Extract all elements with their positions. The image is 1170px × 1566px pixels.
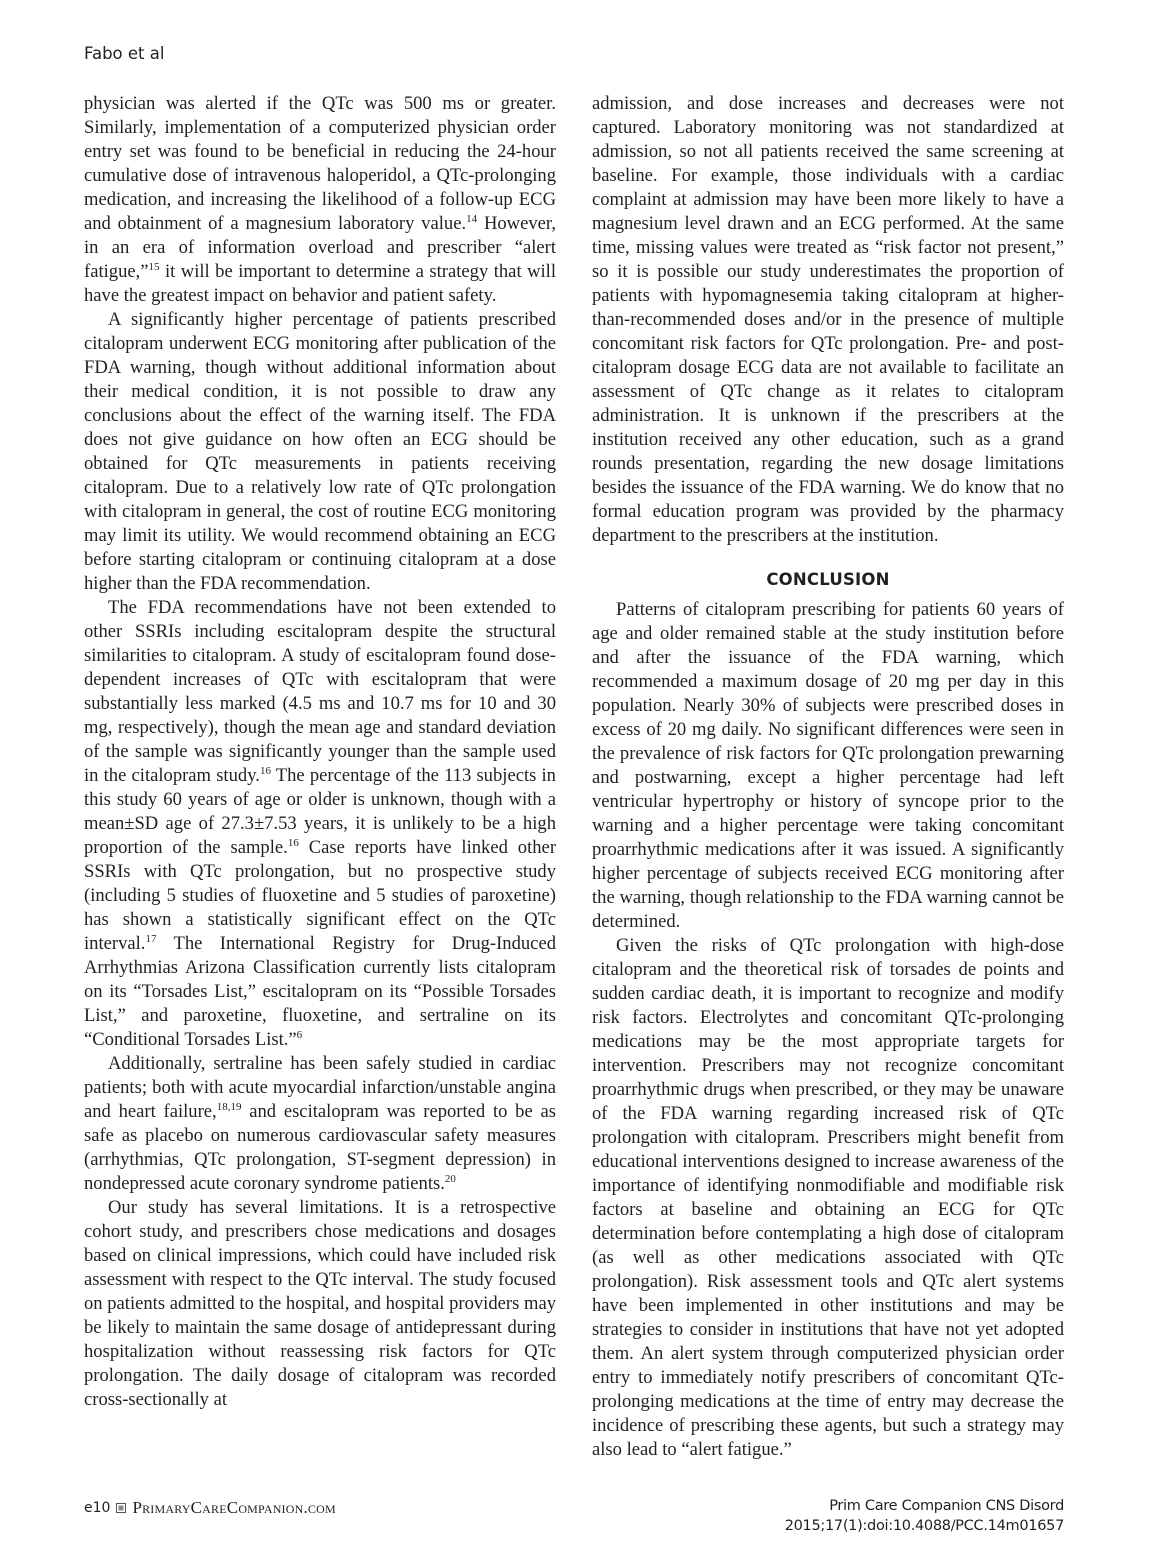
right-column	[592, 92, 1064, 1462]
journal-name: Prim Care Companion CNS Disord	[829, 1498, 1064, 1514]
paragraph	[84, 92, 556, 308]
paragraph	[592, 934, 1064, 1462]
paragraph	[592, 92, 1064, 548]
citation-ref: 20	[444, 1173, 456, 1185]
citation-ref: 16	[259, 765, 271, 777]
paragraph	[84, 1052, 556, 1196]
text-run: admission, and dose increases and decreases were not captured. Laboratory monitoring was not standardized at admission, so not all patients received the same screening at baseline. For example, those individuals with a cardiac complaint at admission may have been more likely to have a magnesium level drawn and an ECG performed. At the same time, missing values were treated as “risk factor not present,” so it is possible our study underestimates the proportion of patients with hypomagnesemia taking citalopram at higher-than-recommended doses and/or in the presence of multiple concomitant risk factors for QTc prolongation. Pre- and post-citalopram dosage ECG data are not available to facilitate an assessment of QTc change as it relates to citalopram administration. It is unknown if the prescribers at the institution received any other education, such as a grand rounds presentation, regarding the new dosage limitations besides the issuance of the FDA warning. We do know that no formal education program was provided by the pharmacy department to the prescribers at the institution.	[592, 93, 1064, 546]
text-run: Our study has several limitations. It is a retrospective cohort study, and prescribers chose medications and dosages based on clinical impressions, which could have included risk assessment with respect to the QTc interval. The study focused on patients admitted to the hospital, and hospital providers may be likely to maintain the same dosage of antidepressant during hospitalization without reassessing risk factors for QTc prolongation. The daily dosage of citalopram was recorded cross-sectionally at	[84, 1197, 556, 1410]
running-head: Fabo et al	[84, 44, 165, 63]
text-run: Given the risks of QTc prolongation with high-dose citalopram and the theoretical risk of torsades de points and sudden cardiac death, it is important to recognize and modify risk factors. Electrolytes and concomitant QTc-prolonging medications may be the most appropriate targets for intervention. Prescribers may not recognize concomitant proarrhythmic drugs when prescribed, or they may be unaware of the FDA warning regarding increased risk of QTc prolongation with citalopram. Prescribers might benefit from educational interventions designed to increase awareness of the importance of identifying nonmodifiable and modifiable risk factors at baseline and obtaining an ECG for QTc determination before contemplating a high dose of citalopram (as well as other medications associated with QTc prolongation). Risk assessment tools and QTc alert systems have been implemented in other institutions and may be strategies to consider in institutions that have not yet adopted them. An alert system through computerized physician order entry to immediately notify prescribers of concomitant QTc-prolonging medications at the time of entry may decrease the incidence of prescribing these agents, but such a strategy may also lead to “alert fatigue.”	[592, 935, 1064, 1460]
text-run: A significantly higher percentage of patients prescribed citalopram underwent ECG monitoring after publication of the FDA warning, though without additional information about their medical condition, it is not possible to draw any conclusions about the effect of the warning itself. The FDA does not give guidance on how often an ECG should be obtained for QTc measurements in patients receiving citalopram. Due to a relatively low rate of QTc prolongation with citalopram in general, the cost of routine ECG monitoring may limit its utility. We would recommend obtaining an ECG before starting citalopram or continuing citalopram at a dose higher than the FDA recommendation.	[84, 309, 556, 594]
citation-ref: 6	[296, 1029, 303, 1041]
text-run: However, in an era of information overload and prescriber “alert fatigue,”	[84, 213, 556, 282]
left-column	[84, 92, 556, 1412]
citation-ref: 14	[466, 213, 478, 225]
paragraph	[84, 596, 556, 1052]
paragraph	[84, 308, 556, 596]
text-run: physician was alerted if the QTc was 500 ms or greater. Similarly, implementation of a computerized physician order entry set was found to be beneficial in reducing the 24-hour cumulative dose of intravenous haloperidol, a QTc-prolonging medication, and increasing the likelihood of a follow-up ECG and obtainment of a magnesium laboratory value.	[84, 93, 556, 234]
citation-ref: 18,19	[216, 1101, 242, 1113]
site-link[interactable]: PrimaryCareCompanion.com	[132, 1498, 336, 1517]
journal-doi: 2015;17(1):doi:10.4088/PCC.14m01657	[784, 1518, 1064, 1534]
citation-ref: 16	[287, 837, 299, 849]
text-run: Case reports have linked other SSRIs with QTc prolongation, but no prospective study (including 5 studies of fluoxetine and 5 studies of paroxetine) has shown a statistically significant effect on the QTc interval.	[84, 837, 557, 954]
paragraph	[592, 598, 1064, 934]
text-run: and escitalopram was reported to be as safe as placebo on numerous cardiovascular safety measures (arrhythmias, QTc prolongation, ST-segment depression) in nondepressed acute coronary syndrome patients.	[84, 1101, 556, 1194]
text-run: Additionally, sertraline has been safely studied in cardiac patients; both with acute myocardial infarction/unstable angina and heart failure,	[84, 1053, 556, 1122]
conclusion-body	[592, 598, 1064, 1462]
citation-ref: 17	[145, 933, 157, 945]
paragraph	[84, 1196, 556, 1412]
section-heading-conclusion: CONCLUSION	[766, 570, 890, 589]
footer-citation	[785, 1496, 1064, 1536]
footer-left	[84, 1498, 336, 1518]
text-run: The percentage of the 113 subjects in this study 60 years of age or older is unknown, though with a mean±SD age of 27.3±7.53 years, it is unlikely to be a high proportion of the sample.	[84, 765, 556, 858]
text-run: it will be important to determine a strategy that will have the greatest impact on behavior and patient safety.	[84, 261, 556, 306]
text-run: The FDA recommendations have not been extended to other SSRIs including escitalopram despite the structural similarities to citalopram. A study of escitalopram found dose-dependent increases of QTc with escitalopram that were substantially less marked (4.5 ms and 10.7 ms for 10 and 30 mg, respectively), though the mean age and standard deviation of the sample was significantly younger than the sample used in the citalopram study.	[84, 597, 556, 786]
text-run: Patterns of citalopram prescribing for patients 60 years of age and older remained stable at the study institution before and after the issuance of the FDA warning, which recommended a maximum dosage of 20 mg per day in this population. Nearly 30% of subjects were prescribed doses in excess of 20 mg daily. No significant differences were seen in the prevalence of risk factors for QTc prolongation prewarning and postwarning, except a higher percentage had left ventricular hypertrophy or history of syncope prior to the warning and a higher percentage were taking concomitant proarrhythmic medications after it was issued. A significantly higher percentage of subjects received ECG monitoring after the warning, though relationship to the FDA warning cannot be determined.	[592, 599, 1064, 932]
citation-ref: 15	[148, 261, 160, 273]
text-run: The International Registry for Drug-Induced Arrhythmias Arizona Classification currently lists citalopram on its “Torsades List,” escitalopram on its “Possible Torsades List,” and paroxetine, fluoxetine, and sertraline on its “Conditional Torsades List.”	[84, 933, 556, 1050]
square-bullet-icon	[116, 1503, 126, 1513]
right-column-body	[592, 92, 1064, 548]
page-number: e10	[84, 1500, 111, 1516]
